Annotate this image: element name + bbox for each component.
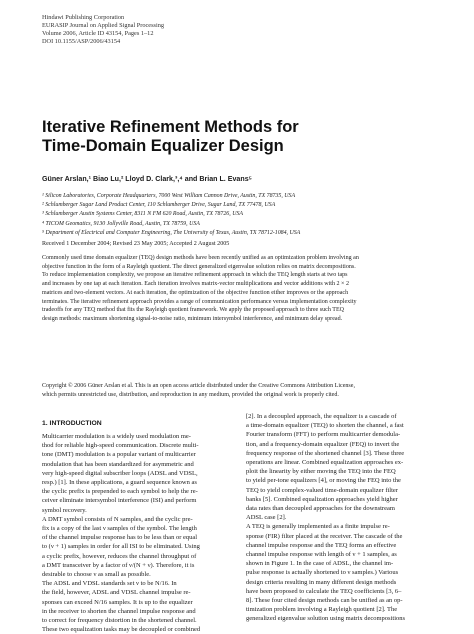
body-text-line: desirable to choose ν as small as possible. [42,571,151,579]
body-text-line: banks [5]. Combined equalization approaches yield higher [246,495,398,503]
abstract-line: design methods: maximum shortening signal-to-noise ratio, minimum intersymbol interference, and minimum delay spread. [42,316,343,323]
body-text-line: a DMT transceiver by a factor of ν/(N + ν). Therefore, it is [42,561,195,569]
body-text-line: generalized eigenvalue solution using matrix decompositions [246,615,406,623]
body-column-right [246,412,441,624]
copyright-line: which permits unrestricted use, distribution, and reproduction in any medium, provided the original work is properly cited. [42,391,339,398]
body-text-line: timization problem involving a Rayleigh quotient [2]. The [246,606,398,614]
body-text-line: Fourier transform (FFT) to perform multicarrier demodula- [246,431,401,439]
body-text-line: ploit the linearity by either moving the TEQ into the FEQ [246,468,396,476]
affiliation: ³ Schlumberger Austin Systems Center, 8311 N FM 620 Road, Austin, TX 78726, USA [42,211,243,218]
paper-title-line: Iterative Refinement Methods for [42,118,299,136]
received-dates: Received 1 December 2004; Revised 23 May 2005; Accepted 2 August 2005 [42,241,230,247]
body-text-line: a time-domain equalizer (TEQ) to shorten the channel, a fast [246,422,404,430]
body-text-line: frequency response of the shortened channel [3]. These three [246,449,405,457]
body-text-line: sponses can exceed N/16 samples. It is up to the equalizer [42,598,193,606]
body-text-line: fix is a copy of the last ν samples of the symbol. The length [42,525,197,533]
body-text-line: channel impulse response and the TEQ forms an effective [246,541,397,549]
body-text-line: to (ν + 1) samples in order for all ISI to be eliminated. Using [42,543,200,551]
body-text-line: The ADSL and VDSL standards set ν to be N/16. In [42,580,177,588]
body-text-line: TEQ to yield complex-valued time-domain equalizer filter [246,486,398,494]
copyright-line: Copyright © 2006 Güner Arslan et al. This is an open access article distributed under the Creative Commons Attribution License, [42,383,355,389]
journal-header-line: EURASIP Journal on Applied Signal Processing [42,22,165,30]
body-text-line: These two equalization tasks may be decoupled or combined [42,626,201,634]
body-text-line: sponse (FIR) filter placed at the receiver. The cascade of the [246,532,403,540]
body-text-line: Multicarrier modulation is a widely used modulation me- [42,433,191,440]
body-text-line: pulse response is actually shortened to ν samples.) Various [246,569,399,577]
body-text-line: design criteria resulting in many different design methods [246,578,397,586]
section-heading: 1. INTRODUCTION [42,420,102,427]
abstract-line: matrices and two-element vectors. At each iteration, the optimization of the objective function either improves or the approach [42,289,349,296]
affiliation: ² Schlumberger Sugar Land Product Center, 110 Schlumberger Drive, Sugar Land, TX 77478, USA [42,202,276,209]
body-text-line: A DMT symbol consists of N samples, and the cyclic pre- [42,515,193,523]
body-text-line: shown in Figure 1. In the case of ADSL, the channel im- [246,560,394,568]
journal-header-line: Volume 2006, Article ID 43154, Pages 1–12 [42,30,154,38]
abstract-line: Commonly used time domain equalizer (TEQ) design methods have been recently unified as an optimization problem involving an [42,255,359,261]
abstract-line: terminates. The iterative refinement approach provides a range of communication performance versus implementation complexity [42,298,357,305]
body-text-line: tone (DMT) modulation is a popular variant of multicarrier [42,451,196,459]
abstract-line: objective function in the form of a Rayleigh quotient. The direct generalized eigenvalue solution relies on matrix decompositions. [42,263,356,270]
body-text-line: a cyclic prefix, however, reduces the channel throughput of [42,552,197,560]
abstract-line: To reduce implementation complexity, we propose an iterative refinement approach in which the TEQ length starts at two taps [42,272,348,279]
body-text-line: tion, and a frequency-domain equalizer (FEQ) to invert the [246,440,400,448]
paper-title-line: Time-Domain Equalizer Design [42,137,284,155]
abstract [42,254,438,324]
body-text-line: 8]. These four cited design methods can be unified as an op- [246,597,403,605]
author-list: Güner Arslan,¹ Biao Lu,² Lloyd D. Clark,³,⁴ and Brian L. Evans⁵ [42,175,252,183]
body-text-line: the field, however, ADSL and VDSL channel impulse re- [42,589,191,597]
affiliation: ⁴ TICOM Geomatics, 9130 Jollyville Road, Austin, TX 78759, USA [42,220,200,227]
body-text-line: channel impulse response with length of ν + 1 samples, as [246,551,397,559]
body-text-line: operations are linear. Combined equalization approaches ex- [246,459,404,467]
body-text-line: resp.) [1]. In these applications, a guard sequence known as [42,479,197,487]
body-column-left [42,432,234,634]
paper-title [42,118,442,156]
affiliation: ⁵ Department of Electrical and Computer Engineering, The University of Texas, Austin, TX 78712-1084, USA [42,229,301,236]
body-text-line: in the receiver to shorten the channel impulse response and [42,607,196,615]
journal-header-line: Hindawi Publishing Corporation [42,14,125,21]
body-text-line: the cyclic prefix is prepended to each symbol to help the re- [42,488,198,496]
journal-header [42,14,362,46]
body-text-line: ceiver eliminate intersymbol interference (ISI) and perform [42,497,197,505]
abstract-line: tradeoffs for any TEQ method that fits the Rayleigh quotient framework. We apply the proposed approach to three such TEQ [42,307,344,314]
copyright-notice [42,382,438,399]
body-text-line: of the channel impulse response has to be less than or equal [42,534,198,542]
body-text-line: modulation that has been standardized for asymmetric and [42,460,194,468]
body-text-line: have been proposed to calculate the TEQ coefficients [3, 6– [246,587,402,595]
body-text-line: symbol recovery. [42,506,87,514]
body-text-line: [2]. In a decoupled approach, the equalizer is a cascade of [246,413,397,420]
abstract-line: and increases by one tap at each iteration. Each iteration involves matrix-vector multiplications and vector additions with 2 × 2 [42,281,350,288]
body-text-line: very high-speed digital subscriber loops (ADSL and VDSL, [42,469,198,477]
body-text-line: thod for reliable high-speed communication. Discrete multi- [42,442,199,450]
body-text-line: data rates than decoupled approaches for the downstream [246,505,395,513]
body-text-line: to yield per-tone equalizers [4], or moving the FEQ into the [246,477,401,485]
journal-header-line: DOI 10.1155/ASP/2006/43154 [42,38,121,46]
body-text-line: to correct for frequency distortion in the shortened channel. [42,617,197,625]
affiliations [42,192,442,238]
body-text-line: A TEQ is generally implemented as a finite impulse re- [246,523,390,531]
affiliation: ¹ Silicon Laboratories, Corporate Headquarters, 7000 West William Cannon Drive, Austin, TX 78735, USA [42,193,296,199]
body-text-line: ADSL case [2]. [246,514,287,522]
